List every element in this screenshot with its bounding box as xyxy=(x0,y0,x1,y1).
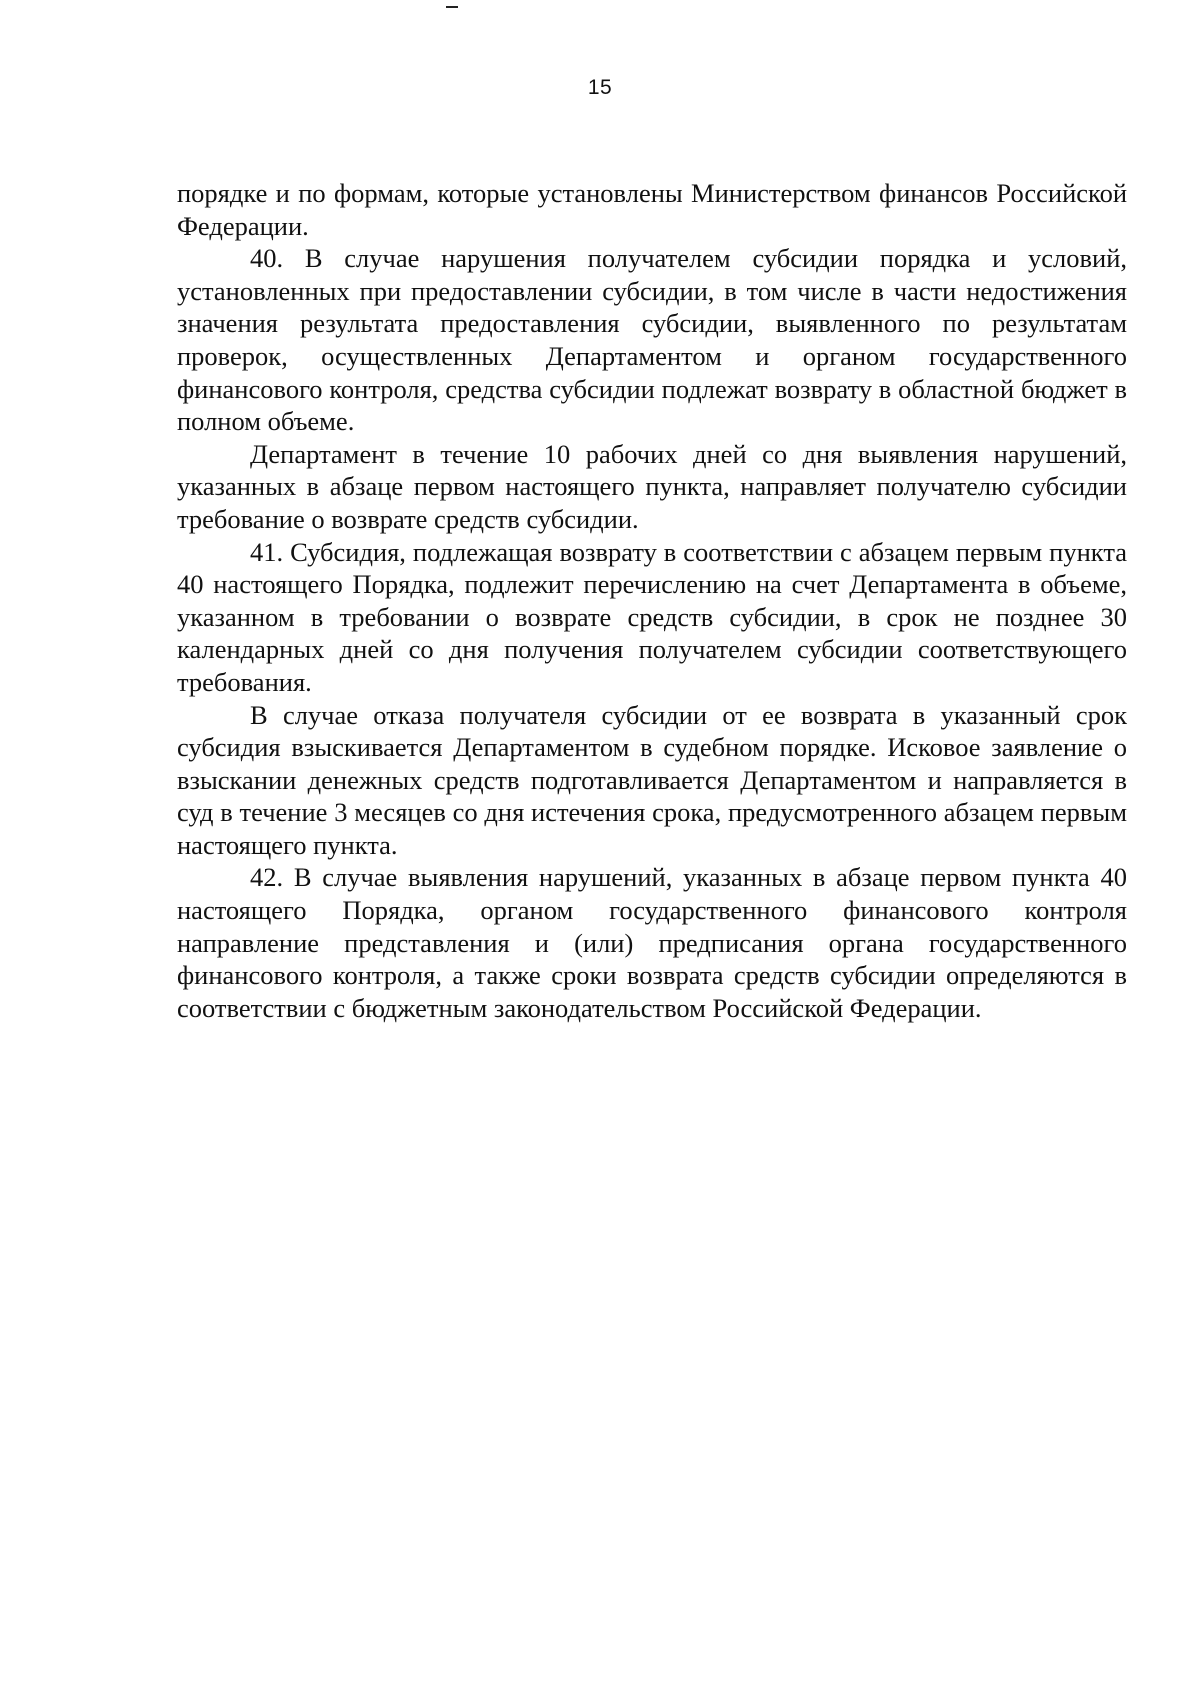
page-number: 15 xyxy=(587,76,613,99)
document-body xyxy=(177,177,1127,1024)
paragraph-item-40: 40. В случае нарушения получателем субсидии порядка и условий, установленных при предоставлении субсидии, в том числе в части недостижения значения результата предоставления субсидии, выявленного по результатам проверок, осуществленных Департаментом и органом государственного финансового контроля, средства субсидии подлежат возврату в областной бюджет в полном объеме. xyxy=(177,243,1127,437)
paragraph-refusal: В случае отказа получателя субсидии от ее возврата в указанный срок субсидия взыскивается Департаментом в судебном порядке. Исковое заявление о взыскании денежных средств подготавливается Департаментом и направляется в суд в течение 3 месяцев со дня истечения срока, предусмотренного абзацем первым настоящего пункта. xyxy=(177,699,1127,860)
paragraph-item-41: 41. Субсидия, подлежащая возврату в соответствии с абзацем первым пункта 40 настоящего Порядка, подлежит перечислению на счет Департамента в объеме, указанном в требовании о возврате средств субсидии, в срок не позднее 30 календарных дней со дня получения получателем субсидии соответствующего требования. xyxy=(177,536,1127,697)
paragraph-continuation: порядке и по формам, которые установлены Министерством финансов Российской Федерации. xyxy=(177,178,1127,241)
paragraph-item-42: 42. В случае выявления нарушений, указанных в абзаце первом пункта 40 настоящего Порядка, органом государственного финансового контроля направление представления и (или) предписания органа государственного финансового контроля, а также сроки возврата средств субсидии определяются в соответствии с бюджетным законодательством Российской Федерации. xyxy=(177,862,1127,1023)
header-dash-mark xyxy=(446,6,458,8)
paragraph-department-notice: Департамент в течение 10 рабочих дней со дня выявления нарушений, указанных в абзаце первом настоящего пункта, направляет получателю субсидии требование о возврате средств субсидии. xyxy=(177,438,1127,534)
